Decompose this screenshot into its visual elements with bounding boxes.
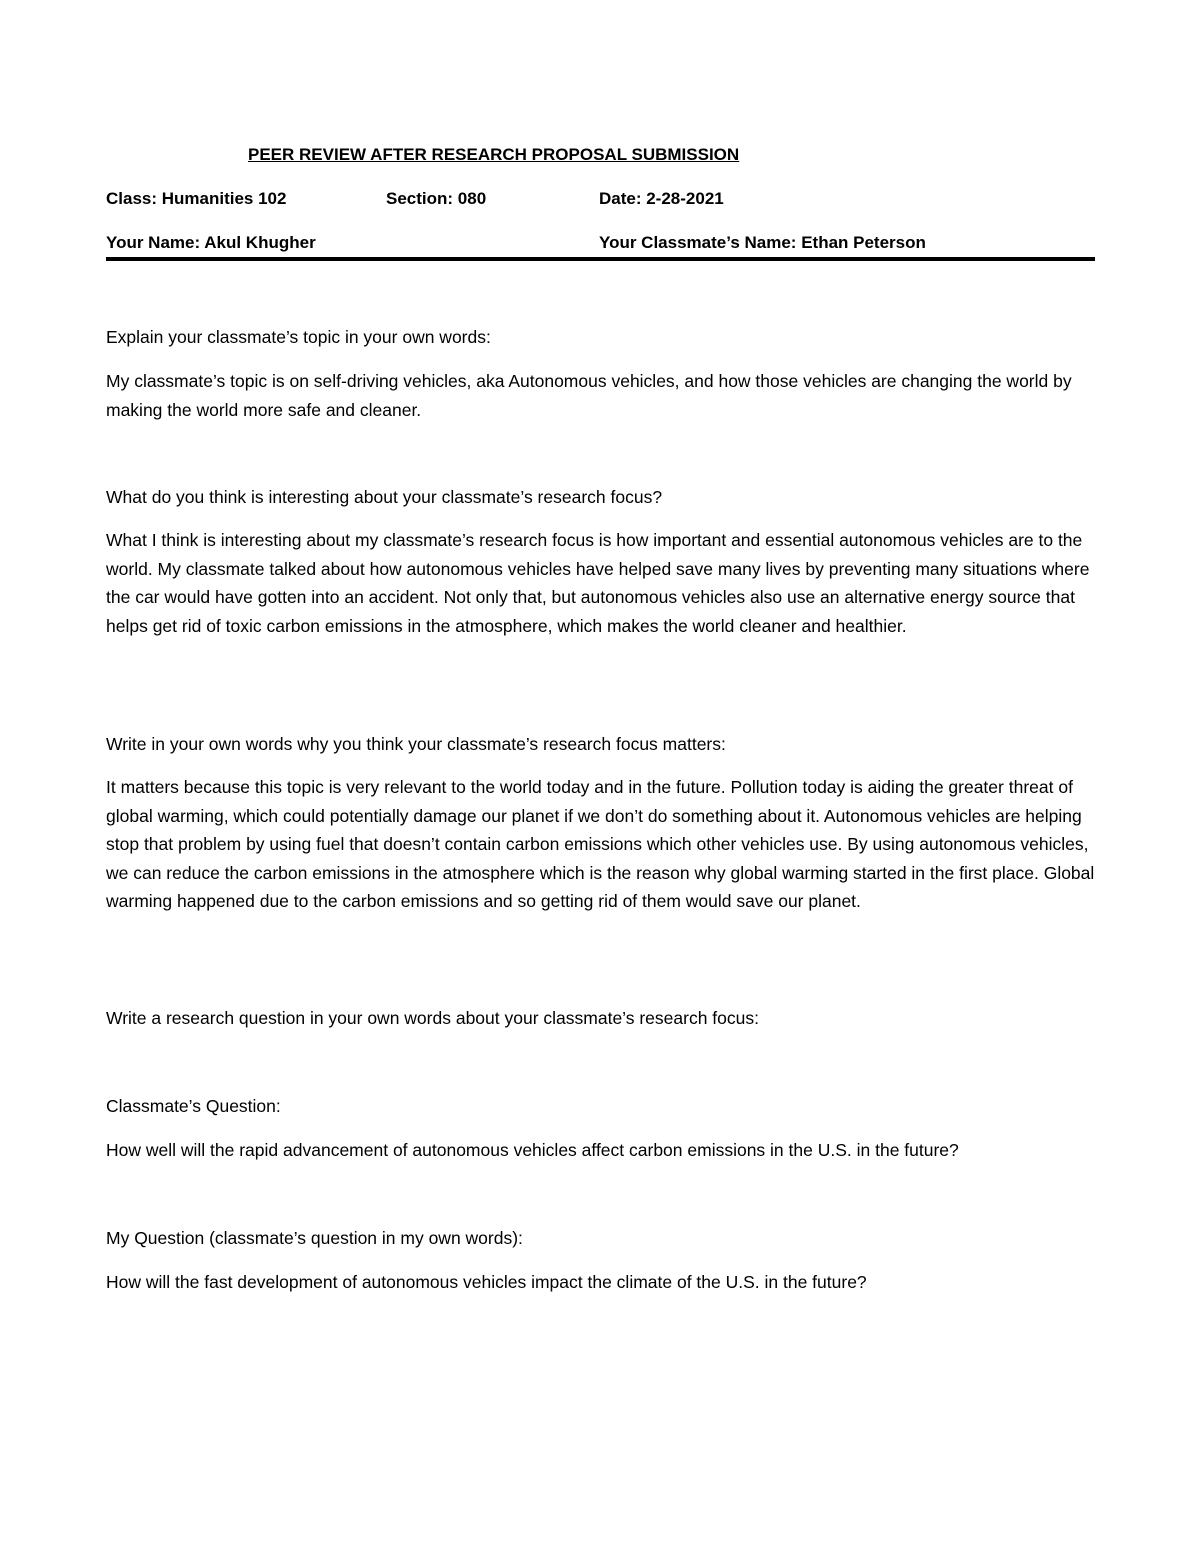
prompt-research-question: Write a research question in your own words about your classmate’s research focus: (106, 1008, 759, 1028)
header-divider (106, 257, 1095, 261)
prompt-interesting: What do you think is interesting about your classmate’s research focus? (106, 487, 663, 507)
your-name-field: Your Name: Akul Khugher (106, 233, 316, 252)
classmate-name-field: Your Classmate’s Name: Ethan Peterson (599, 233, 926, 252)
answer-classmate-question: How well will the rapid advancement of autonomous vehicles affect carbon emissions in the U.S. in the future? (106, 1140, 959, 1160)
answer-matters: It matters because this topic is very relevant to the world today and in the future. Pollution today is aiding the greater threat of global warming, which could potentially damage our planet if we don’t do something about it. Autonomous vehicles are helping stop that problem by using fuel that doesn’t contain carbon emissions which other vehicles use. By using autonomous vehicles, we can reduce the carbon emissions in the atmosphere which is the reason why global warming started in the first place. Global warming happened due to the carbon emissions and so getting rid of them would save our planet. (106, 777, 1095, 912)
class-field: Class: Humanities 102 (106, 189, 287, 208)
answer-topic: My classmate’s topic is on self-driving vehicles, aka Autonomous vehicles, and how those vehicles are changing the world by making the world more safe and cleaner. (106, 371, 1072, 420)
prompt-my-question: My Question (classmate’s question in my own words): (106, 1228, 523, 1248)
prompt-matters: Write in your own words why you think your classmate’s research focus matters: (106, 734, 726, 754)
document-title: PEER REVIEW AFTER RESEARCH PROPOSAL SUBMISSION (248, 145, 740, 164)
prompt-topic: Explain your classmate’s topic in your own words: (106, 327, 491, 347)
prompt-classmate-question: Classmate’s Question: (106, 1096, 281, 1116)
date-field: Date: 2-28-2021 (599, 189, 724, 208)
answer-my-question: How will the fast development of autonomous vehicles impact the climate of the U.S. in the future? (106, 1272, 867, 1292)
answer-interesting: What I think is interesting about my classmate’s research focus is how important and essential autonomous vehicles are to the world. My classmate talked about how autonomous vehicles have helped save many lives by preventing many situations where the car would have gotten into an accident. Not only that, but autonomous vehicles also use an alternative energy source that helps get rid of toxic carbon emissions in the atmosphere, which makes the world cleaner and healthier. (106, 530, 1090, 636)
section-field: Section: 080 (386, 189, 487, 208)
